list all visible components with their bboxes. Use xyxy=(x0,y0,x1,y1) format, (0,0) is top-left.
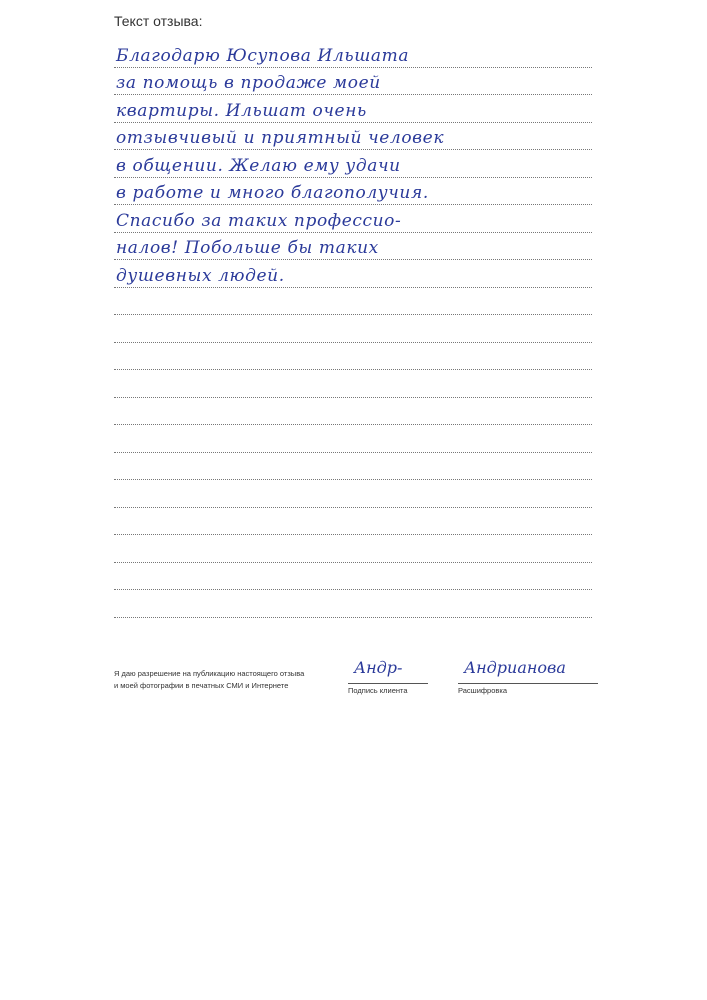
client-signature: Андр- xyxy=(354,658,403,677)
review-line-text: квартиры. Ильшат очень xyxy=(116,100,367,121)
review-line-text: налов! Побольше бы таких xyxy=(116,238,379,258)
review-line xyxy=(114,260,592,288)
review-lines xyxy=(114,40,592,618)
consent-line-1: Я даю разрешение на публикацию настоящего отзыва xyxy=(114,669,305,678)
review-line xyxy=(114,535,592,563)
review-line xyxy=(114,480,592,508)
consent-text xyxy=(114,668,304,692)
review-line xyxy=(114,288,592,316)
review-line xyxy=(114,150,592,178)
signature-caption: Подпись клиента xyxy=(348,686,408,695)
review-line xyxy=(114,590,592,618)
review-line-text: Спасибо за таких профессио- xyxy=(116,210,402,231)
form-title: Текст отзыва: xyxy=(114,13,203,29)
review-line xyxy=(114,563,592,591)
footer xyxy=(114,658,594,704)
review-line xyxy=(114,453,592,481)
review-line-text: в общении. Желаю ему удачи xyxy=(116,155,401,176)
review-line xyxy=(114,508,592,536)
review-line-text: душевных людей. xyxy=(116,265,285,286)
client-name-handwritten: Андрианова xyxy=(464,658,566,677)
review-line-text: в работе и много благополучия. xyxy=(116,183,429,203)
review-line xyxy=(114,178,592,206)
transcript-caption: Расшифровка xyxy=(458,686,507,695)
signature-line xyxy=(348,683,428,684)
review-line xyxy=(114,233,592,261)
review-line-text: отзывчивый и приятный человек xyxy=(116,128,445,148)
consent-line-2: и моей фотографии в печатных СМИ и Интернете xyxy=(114,681,289,690)
review-line xyxy=(114,315,592,343)
review-line xyxy=(114,370,592,398)
review-line-text: за помощь в продаже моей xyxy=(116,73,381,93)
review-line xyxy=(114,398,592,426)
review-line xyxy=(114,68,592,96)
review-line xyxy=(114,95,592,123)
review-line xyxy=(114,40,592,68)
review-line-text: Благодарю Юсупова Ильшата xyxy=(116,45,410,66)
review-line xyxy=(114,425,592,453)
review-line xyxy=(114,343,592,371)
transcript-line xyxy=(458,683,598,684)
review-line xyxy=(114,205,592,233)
review-line xyxy=(114,123,592,151)
